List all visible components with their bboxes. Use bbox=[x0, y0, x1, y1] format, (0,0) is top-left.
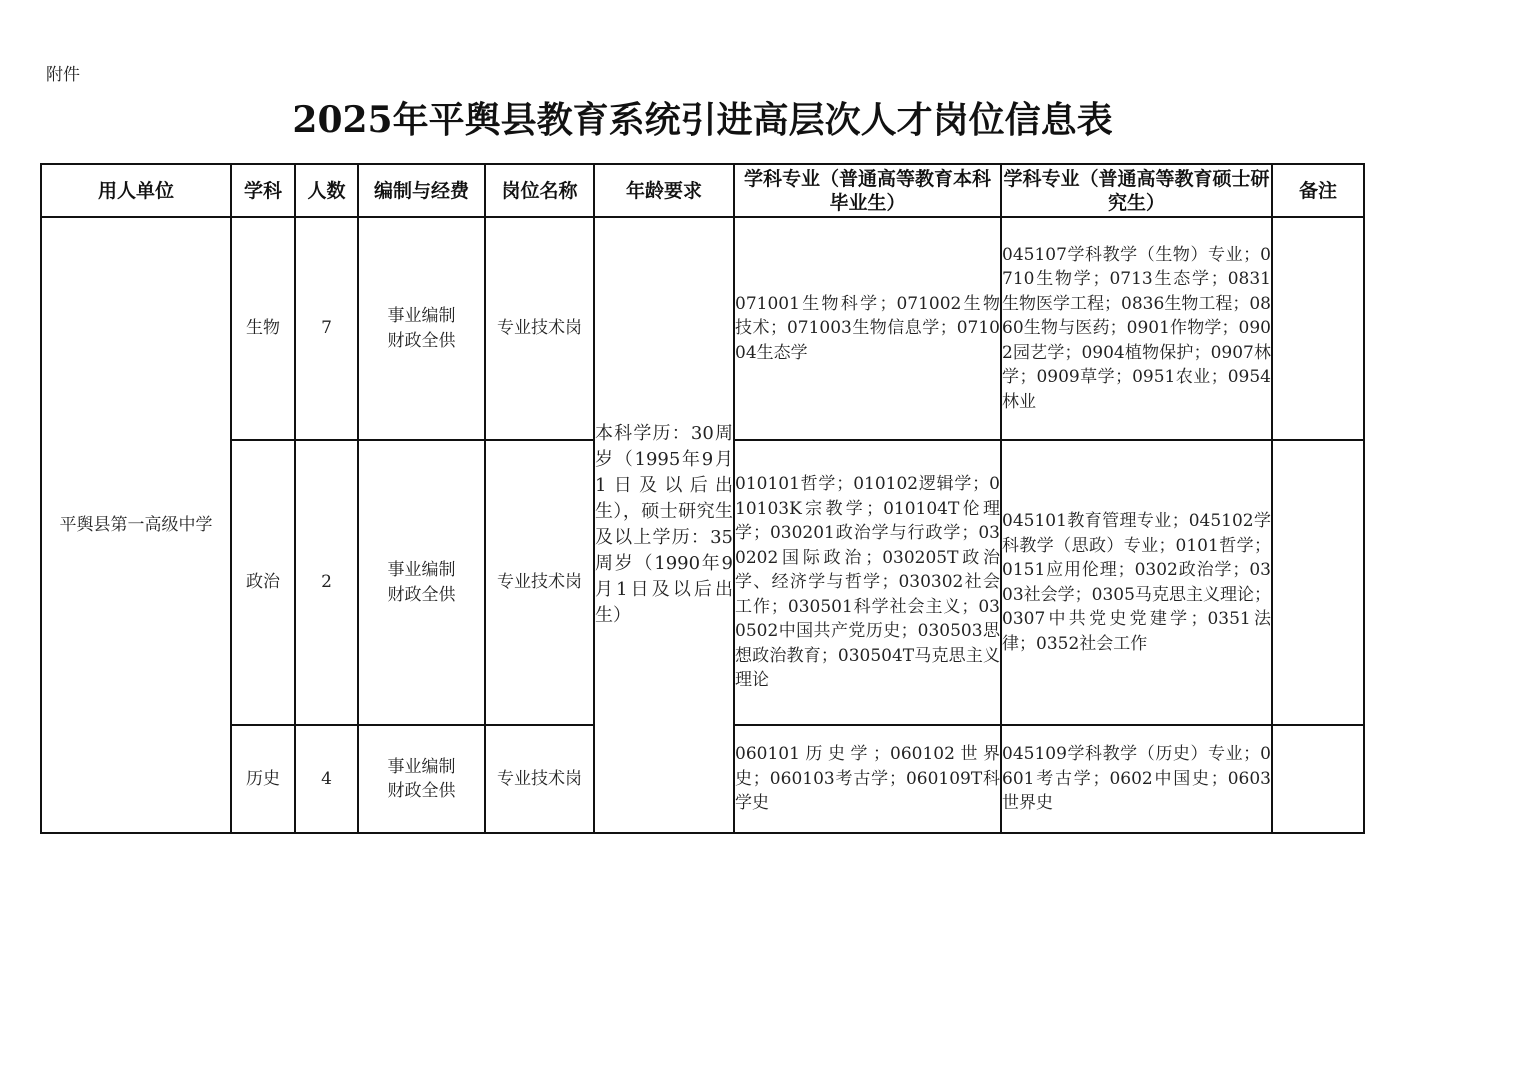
master-majors-cell: 045109学科教学（历史）专业；0601考古学；0602中国史；0603世界史 bbox=[1001, 725, 1272, 833]
staffing-line: 事业编制 bbox=[387, 306, 456, 326]
header-position: 岗位名称 bbox=[485, 164, 594, 217]
bachelor-majors-cell: 010101哲学；010102逻辑学；010103K宗教学；010104T伦理学；030201政治学与行政学；030202国际政治；030205T政治学、经济学与哲学；030302社会工作；030501科学社会主义；030502中国共产党历史；030503思想政治教育；030504T马克思主义理论 bbox=[734, 440, 1001, 725]
header-age: 年龄要求 bbox=[594, 164, 734, 217]
header-count: 人数 bbox=[295, 164, 358, 217]
header-row bbox=[41, 164, 1364, 217]
subject-cell: 历史 bbox=[231, 725, 295, 833]
position-cell: 专业技术岗 bbox=[485, 725, 594, 833]
header-employer: 用人单位 bbox=[41, 164, 231, 217]
count-cell: 7 bbox=[295, 217, 358, 440]
position-cell: 专业技术岗 bbox=[485, 440, 594, 725]
employer-cell: 平舆县第一高级中学 bbox=[41, 217, 231, 833]
attachment-label: 附件 bbox=[46, 65, 80, 85]
header-master-majors: 学科专业（普通高等教育硕士研究生） bbox=[1001, 164, 1272, 217]
subject-cell: 政治 bbox=[231, 440, 295, 725]
bachelor-majors-cell: 060101历史学；060102世界史；060103考古学；060109T科学史 bbox=[734, 725, 1001, 833]
staffing-cell bbox=[358, 440, 485, 725]
remarks-cell bbox=[1272, 217, 1364, 440]
table-row-biology bbox=[41, 217, 1364, 440]
staffing-line: 事业编制 bbox=[387, 756, 456, 777]
staffing-line: 财政全供 bbox=[387, 781, 456, 801]
master-majors-cell: 045107学科教学（生物）专业；0710生物学；0713生态学；0831生物医学工程；0836生物工程；0860生物与医药；0901作物学；0902园艺学；0904植物保护；0907林学；0909草学；0951农业；0954林业 bbox=[1001, 217, 1272, 440]
subject-cell: 生物 bbox=[231, 217, 295, 440]
staffing-cell bbox=[358, 217, 485, 440]
remarks-cell bbox=[1272, 440, 1364, 725]
bachelor-majors-cell: 071001生物科学；071002生物技术；071003生物信息学；071004生态学 bbox=[734, 217, 1001, 440]
page-title: 2025年平舆县教育系统引进高层次人才岗位信息表 bbox=[292, 99, 1113, 141]
staffing-line: 财政全供 bbox=[387, 330, 456, 351]
header-staffing: 编制与经费 bbox=[358, 164, 485, 217]
header-subject: 学科 bbox=[231, 164, 295, 217]
age-requirement-cell: 本科学历：30周岁（1995年9月1日及以后出生），硕士研究生及以上学历：35周岁（1990年9月1日及以后出生） bbox=[594, 217, 734, 833]
positions-table bbox=[40, 163, 1365, 834]
header-bachelor-majors: 学科专业（普通高等教育本科毕业生） bbox=[734, 164, 1001, 217]
staffing-cell bbox=[358, 725, 485, 833]
count-cell: 2 bbox=[295, 440, 358, 725]
count-cell: 4 bbox=[295, 725, 358, 833]
staffing-line: 事业编制 bbox=[387, 560, 456, 580]
remarks-cell bbox=[1272, 725, 1364, 833]
master-majors-cell: 045101教育管理专业；045102学科教学（思政）专业；0101哲学；0151应用伦理；0302政治学；0303社会学；0305马克思主义理论；0307中共党史党建学；0351法律；0352社会工作 bbox=[1001, 440, 1272, 725]
staffing-line: 财政全供 bbox=[387, 584, 456, 605]
header-remarks: 备注 bbox=[1272, 164, 1364, 217]
position-cell: 专业技术岗 bbox=[485, 217, 594, 440]
